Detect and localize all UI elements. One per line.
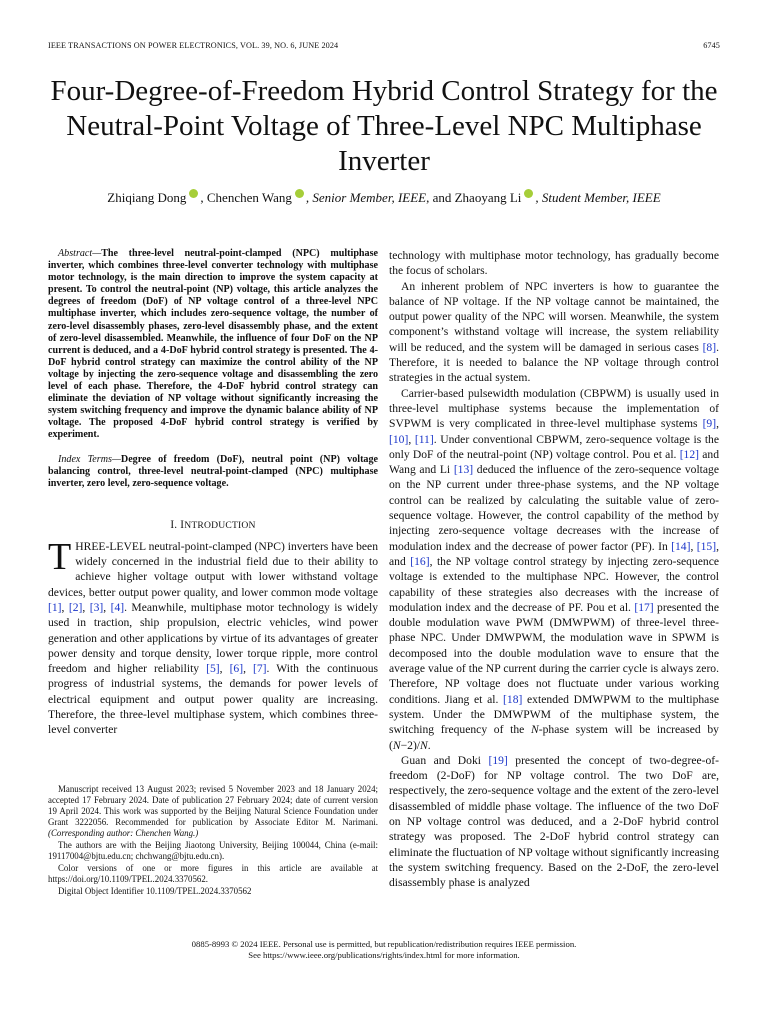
author-2-title: , Senior Member, IEEE — [305, 190, 427, 205]
citation-link[interactable]: [13] — [453, 463, 474, 477]
abstract-text: The three-level neutral-point-clamped (NPC) multiphase inverter, which combines three-level converter technology with multiphase motor technology, is the main direction to improve the system capacity at present. To control the neutral-point (NP) voltage, this article analyzes the degrees of freedom (DoF) of NP voltage control of a three-level NPC multiphase inverter, which includes zero-sequence voltage, the number of zero-level disassembly phases, zero-level disassembly phase, and the extent of zero-level disassembled. Meanwhile, the influence of four DoF on the NP current is deduced, and a 4-DoF hybrid control strategy is presented. The 4-DoF hybrid control strategy can maximize the control ability of the NP voltage by injecting the zero-sequence voltage and disassembling the zero level of each phase. Therefore, the 4-DoF hybrid control strategy can eliminate the deviation of NP voltage without significantly increasing the system switching frequency and improve the dynamic balance ability of NP voltage. The proposed 4-DoF hybrid control strategy is verified by experiment. — [48, 248, 378, 441]
author-2: Chenchen Wang — [206, 190, 292, 205]
citation-link[interactable]: [14] — [671, 539, 691, 553]
paper-title: Four-Degree-of-Freedom Hybrid Control Strategy for the Neutral-Point Voltage of Three-Level NPC Multiphase Inverter — [50, 75, 718, 177]
author-3-title: , Student Member, IEEE — [535, 190, 661, 205]
author-1: Zhiqiang Dong — [107, 190, 187, 205]
index-terms — [48, 454, 378, 490]
running-header — [48, 41, 720, 50]
citation-link[interactable]: [8] — [702, 340, 717, 354]
citation-link[interactable]: [5] — [206, 662, 220, 676]
citation-link[interactable]: [1] — [48, 600, 62, 614]
right-column — [389, 248, 719, 890]
journal-name: IEEE TRANSACTIONS ON POWER ELECTRONICS, VOL. 39, NO. 6, JUNE 2024 — [48, 41, 339, 50]
citation-link[interactable]: [6] — [229, 662, 244, 676]
citation-link[interactable]: [11] — [414, 432, 434, 446]
abstract-label: Abstract— — [58, 248, 102, 259]
footnotes — [48, 784, 378, 898]
footnote-doi: Digital Object Identifier 10.1109/TPEL.2024.3370562 — [58, 886, 252, 896]
citation-link[interactable]: [9] — [702, 417, 717, 431]
author-line: Zhiqiang Dong , Chenchen Wang , Senior Member, IEEE, and Zhaoyang Li , Student Member, IEEE — [107, 190, 661, 205]
abstract — [48, 248, 378, 442]
footnote-manuscript: Manuscript received 13 August 2023; revised 5 November 2023 and 18 January 2024; accepted 17 February 2024. Date of publication 27 February 2024; date of current version 19 April 2024. This work was supported by the Beijing Natural Science Foundation under Grant 3222056. Recommended for publication by Associate Editor M. Narimani. (Corresponding author: Chenchen Wang.) — [48, 784, 378, 838]
page-number: 6745 — [703, 41, 720, 50]
author-3: , and Zhaoyang Li — [426, 190, 522, 205]
left-column — [48, 248, 378, 738]
index-terms-text: Degree of freedom (DoF), neutral point (NP) voltage balancing control, three-level neutral-point-clamped (NPC) multiphase inverter, zero level, zero-sequence voltage. — [48, 453, 379, 489]
copyright-line-2: See https://www.ieee.org/publications/rights/index.html for more information. — [248, 950, 520, 960]
index-terms-label: Index Terms— — [58, 453, 121, 465]
citation-link[interactable]: [17] — [634, 600, 654, 614]
citation-link[interactable]: [18] — [503, 692, 523, 706]
citation-link[interactable]: [7] — [253, 662, 267, 676]
paragraph-continuation: technology with multiphase motor technology, has gradually become the focus of scholars. — [389, 249, 719, 278]
citation-link[interactable]: [19] — [488, 753, 508, 767]
drop-cap: T — [48, 535, 72, 578]
citation-link[interactable]: [15] — [696, 539, 717, 553]
intro-paragraph: THREE-LEVEL neutral-point-clamped (NPC) inverters have been widely concerned in the industrial field due to their ability to achieve higher voltage output with lower withstand voltage devices, better output power quality, and lower common mode voltage [1], [2], [3], [4]. Meanwhile, multiphase motor technology is widely used in traction, ship propulsion, electric vehicles, wind power generation and other applications by virtue of its advantages of greater power density and torque density, lower torque ripple, more control freedom and higher reliability [5], [6], [7]. With the continuous progress of industrial systems, the demands for power levels of electrical equipment and output power quality are increasing. Therefore, the three-level multiphase system, which combines three-level converter — [48, 535, 379, 737]
paragraph-np-balance: An inherent problem of NPC inverters is how to guarantee the balance of NP voltage. If the NP voltage cannot be maintained, the output power quality of the NPC will worsen. Meanwhile, the system component’s withstand voltage will increase, the system reliability will be reduced, and the system will be damaged in serious cases [8]. Therefore, it is needed to balance the NP voltage through control strategies in the actual system. — [389, 279, 719, 385]
orcid-icon[interactable] — [189, 189, 198, 198]
orcid-icon[interactable] — [295, 189, 304, 198]
footnote-affiliation: The authors are with the Beijing Jiaotong University, Beijing 100044, China (e-mail: 19117004@bjtu.edu.cn; chchwang@bjtu.edu.cn). — [48, 840, 378, 861]
footnote-color-versions: Color versions of one or more figures in this article are available at https://doi.org/10.1109/TPEL.2024.3370562. — [48, 863, 378, 884]
citation-link[interactable]: [16] — [410, 554, 430, 568]
section-heading-introduction: I. INTRODUCTION — [170, 518, 256, 531]
paragraph-2dof: Guan and Doki [19] presented the concept of two-degree-of-freedom (2-DoF) for NP voltage control. The two DoF are, respectively, the zero-sequence voltage and the extent of the zero-level disassembled of middle phase voltage. The influence of the two DoF on NP voltage control was deduced, and a 2-DoF hybrid control strategy was proposed. The 2-DoF hybrid control strategy can eliminate the fluctuation of NP voltage without significantly increasing the system switching frequency. Based on the 2-DoF, the zero-level disassembly phase is analyzed — [389, 753, 719, 890]
citation-link[interactable]: [2] — [68, 600, 83, 614]
citation-link[interactable]: [12] — [679, 447, 700, 461]
citation-link[interactable]: [3] — [89, 600, 104, 614]
citation-link[interactable]: [4] — [110, 600, 125, 614]
citation-link[interactable]: [10] — [389, 432, 409, 446]
copyright-line-1: 0885-8993 © 2024 IEEE. Personal use is permitted, but republication/redistribution requires IEEE permission. — [191, 939, 577, 949]
paragraph-cbpwm: Carrier-based pulsewidth modulation (CBPWM) is usually used in three-level multiphase systems because the implementation of SVPWM is very complicated in three-level multiphase systems [9], [10], [11]. Under conventional CBPWM, zero-sequence voltage is the only DoF of the neutral-point (NP) voltage control. Pou et al. [12] and Wang and Li [13] deduced the influence of the zero-sequence voltage on the NP current under three-phase systems, and the NP voltage control can be realized by calculating the suitable value of zero-sequence voltage. However, the control capability of the method by injecting zero-sequence voltage decreases with the increase of modulation index and the decrease of power factor (PF). In [14], [15], and [16], the NP voltage control strategy by injecting zero-sequence voltage is extended to the multiphase NPC. However, the control capability of these strategies also decreases with the increase of modulation index and the decrease of PF. Pou et al. [17] presented the double modulation wave PWM (DMWPWM) of three-level three-phase NPC. Under DMWPWM, the modulation wave in SPWM is decomposed into the double modulation wave to ensure that the average value of the NP current during the carrier cycle is always zero. Therefore, NP voltage does not fluctuate under various working conditions. Jiang et al. [18] extended DMWPWM to the multiphase system. Under the DMWPWM of the multiphase system, the switching frequency of the N-phase system will be increased by (N−2)/N. — [389, 386, 720, 752]
orcid-icon[interactable] — [524, 189, 533, 198]
copyright-notice — [48, 939, 720, 961]
